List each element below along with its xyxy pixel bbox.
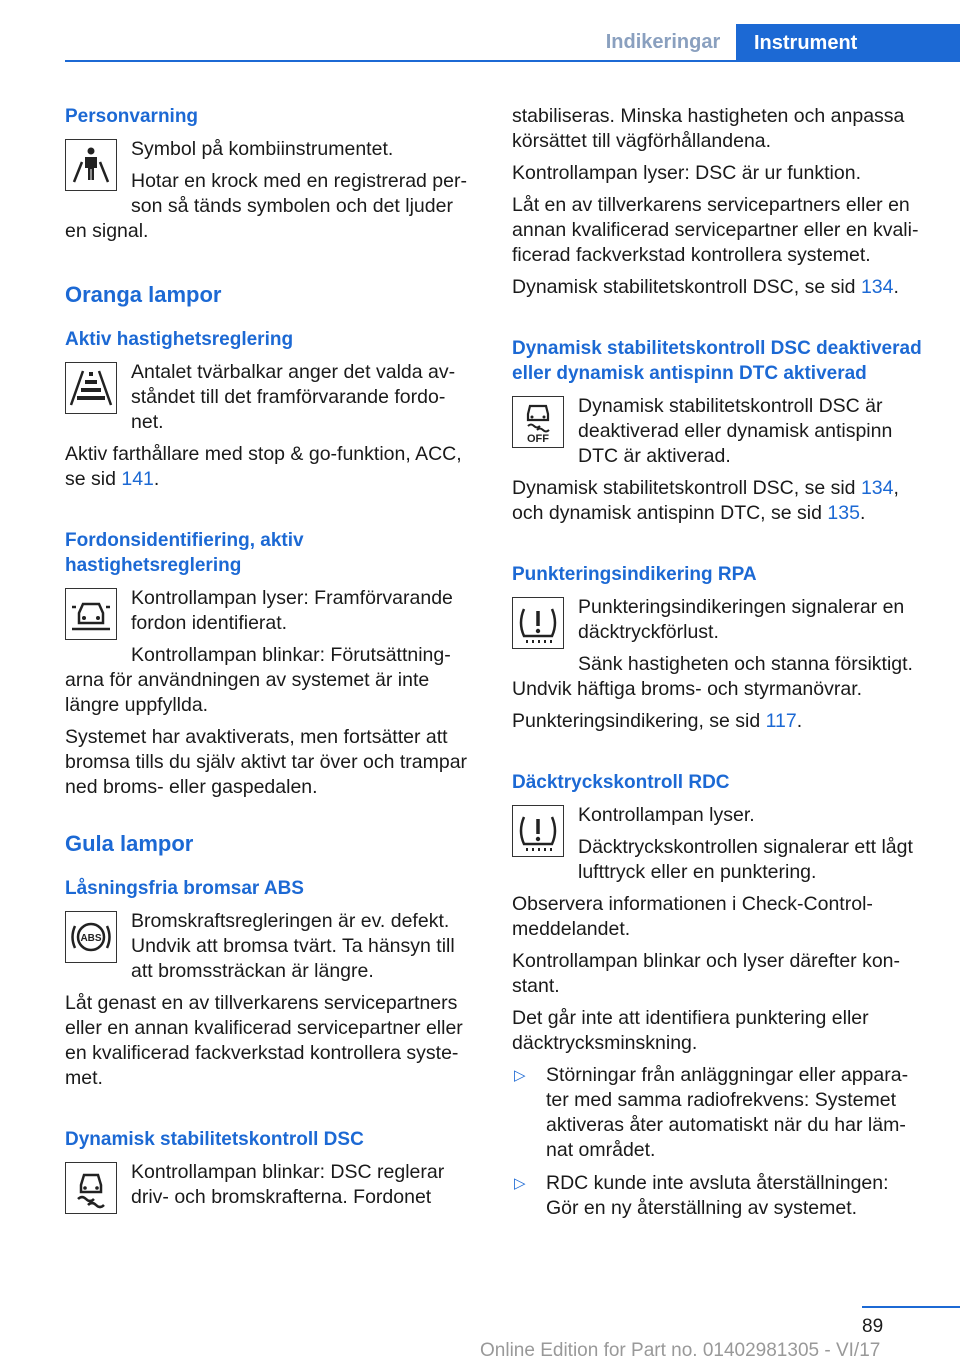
acc-text-2: Aktiv farthållare med stop & go-funktion, ACC, se sid 141. [65,443,462,490]
fordon-text-3: Systemet har avaktiverats, men fortsätter att bromsa tills du själv aktivt tar över och trampar ned broms- eller gaspedalen. [65,726,468,798]
rpa-text-1: Punkteringsindikeringen signalerar en däcktryckförlust. [578,596,905,643]
dsc-text-2: Kontrollampan lyser: DSC är ur funktion. [512,162,861,184]
heading-gula-lampor: Gula lampor [65,831,194,856]
left-column [65,100,475,1218]
personvarning-text-1: Symbol på kombiinstrumentet. [131,138,394,160]
rdc-bullet-list [512,1063,924,1221]
personvarning-text-2: Hotar en krock med en registrerad per‐son så tänds symbolen och det ljuder en signal. [65,170,467,242]
page-link-141[interactable]: 141 [121,468,154,490]
section-rpa [512,595,924,709]
fordon-text-1: Kontrollampan lyser: Framförvarande fordon identifierat. [131,587,453,634]
section-personvarning [65,137,475,251]
rdc-text-1: Kontrollampan lyser. [578,804,755,826]
right-column [512,100,924,1229]
heading-dsc-off: Dynamisk stabilitetskontroll DSC deaktiverad eller dynamisk antispinn DTC aktiverad [512,338,922,384]
section-dsc [65,1160,475,1218]
rpa-text-3: Punkteringsindikering, se sid 117. [512,710,803,732]
dsc-off-text-2: Dynamisk stabilitetskontroll DSC, se sid 134, och dynamisk antispinn DTC, se sid 135. [512,477,899,524]
page-link-134[interactable]: 134 [860,276,894,298]
rpa-text-2: Sänk hastigheten och stanna försiktigt. Undvik häftiga broms- och styrmanövrar. [512,653,913,700]
page-link-134-b[interactable]: 134 [860,477,894,499]
abs-text-1: Bromskraftsregleringen är ev. defekt. Undvik att bromsa tvärt. Ta hänsyn till att bromssträckan är längre. [131,910,455,982]
section-dsc-off [512,394,924,476]
bullet-triangle-icon: ▷ [514,1175,526,1192]
rdc-text-5: Det går inte att identifiera punktering eller däcktrycksminskning. [512,1007,869,1054]
footer-edition: Online Edition for Part no. 01402981305 - VI/17 [480,1340,881,1361]
abs-text-2: Låt genast en av tillverkarens servicepartners eller en annan kvalificerad servicepartner eller en kvalificerad fackverkstad kontrollera syste‐met. [65,992,463,1089]
dsc-text-4: Dynamisk stabilitetskontroll DSC, se sid 134. [512,276,899,298]
vehicle-detected-icon [65,588,117,640]
tire-pressure-icon [512,597,564,649]
section-fordonsidentifiering [65,586,475,725]
person-warning-icon [65,139,117,191]
section-acc [65,360,475,442]
acc-distance-icon [65,362,117,414]
heading-aktiv-hastighetsreglering: Aktiv hastighetsreglering [65,329,294,350]
heading-dsc: Dynamisk stabilitetskontroll DSC [65,1129,364,1150]
list-item: ▷ RDC kunde inte avsluta återställningen: Gör en ny återställning av systemet. [514,1172,889,1219]
fordon-text-2: Kontrollampan blinkar: Förutsättning‐arna för användningen av systemet är inte längre uppfyllda. [65,644,451,716]
heading-fordonsidentifiering: Fordonsidentifiering, aktiv hastighetsreglering [65,530,304,576]
bullet-triangle-icon: ▷ [514,1067,526,1084]
heading-abs: Låsningsfria bromsar ABS [65,878,304,899]
tab-instrument[interactable]: Instrument [736,24,960,62]
list-item: ▷ Störningar från anläggningar eller appara‐ter med samma radiofrekvens: Systemet aktiveras åter automatiskt när du har läm‐nat området. [514,1064,909,1161]
dsc-icon [65,1162,117,1214]
acc-text-1: Antalet tvärbalkar anger det valda av‐ståndet till det framförvarande fordo‐net. [131,361,456,433]
dsc-text-continued: stabiliseras. Minska hastigheten och anpassa körsättet till vägförhållandena. [512,105,905,152]
page-number: 89 [862,1316,884,1337]
heading-oranga-lampor: Oranga lampor [65,282,222,307]
dsc-off-icon [512,396,564,448]
heading-rdc: Däcktryckskontroll RDC [512,772,730,793]
dsc-off-text-1: Dynamisk stabilitetskontroll DSC är deaktiverad eller dynamisk antispinn DTC är aktiverad. [578,395,893,467]
tab-indikeringar[interactable]: Indikeringar [605,31,721,53]
page-link-135[interactable]: 135 [827,502,860,524]
section-abs [65,909,475,991]
dsc-text-3: Låt en av tillverkarens servicepartners eller en annan kvalificerad servicepartner eller en kvali‐ficerad fackverkstad kontrollera systemet. [512,194,919,266]
heading-rpa: Punkteringsindikering RPA [512,564,757,585]
page-link-117[interactable]: 117 [765,710,797,732]
svg-text:OFF: OFF [527,433,549,445]
rdc-text-4: Kontrollampan blinkar och lyser därefter kon‐stant. [512,950,901,997]
rdc-text-3: Observera informationen i Check-Control-meddelandet. [512,893,873,940]
rdc-text-2: Däcktryckskontrollen signalerar ett lågt lufttryck eller en punktering. [578,836,913,883]
svg-text:ABS: ABS [80,933,102,944]
heading-personvarning: Personvarning [65,106,199,127]
section-rdc [512,803,924,892]
tire-pressure-icon [512,805,564,857]
footer-rule [862,1306,960,1308]
abs-icon [65,911,117,963]
dsc-text-1: Kontrollampan blinkar: DSC reglerar driv- och bromskrafterna. Fordonet [131,1161,445,1208]
